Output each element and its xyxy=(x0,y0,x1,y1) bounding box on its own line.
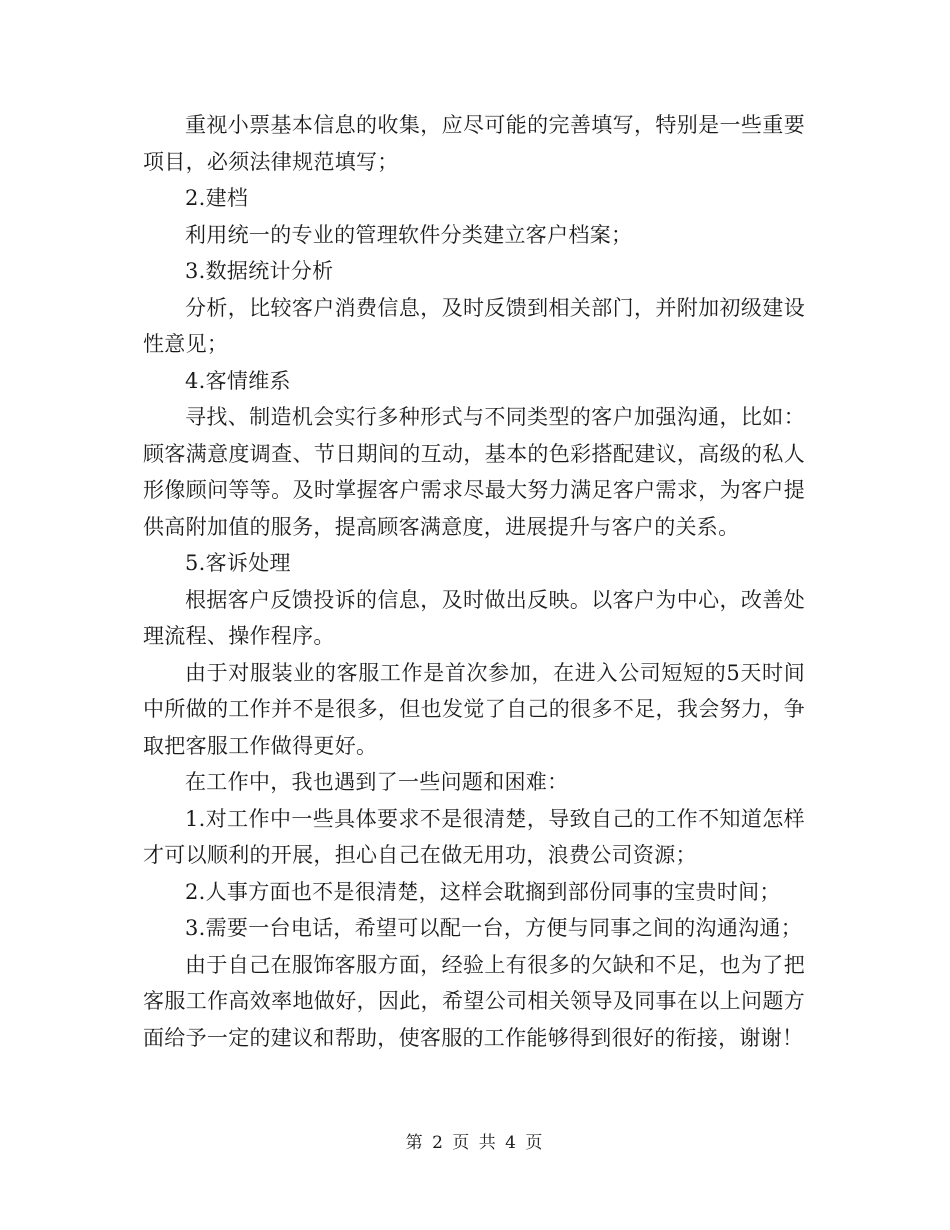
paragraph-archive: 利用统一的专业的管理软件分类建立客户档案； xyxy=(185,222,633,247)
section-heading-archive: 2.建档 xyxy=(185,186,249,210)
paragraph-receipt-info: 重视小票基本信息的收集，应尽可能的完善填写，特别是一些重要项目，必须法律规范填写； xyxy=(143,113,805,174)
section-heading-complaints: 5.客诉处理 xyxy=(185,551,291,575)
page-number-footer: 第 2 页 共 4 页 xyxy=(405,1133,545,1153)
paragraph-relationship: 寻找、制造机会实行多种形式与不同类型的客户加强沟通，比如：顾客满意度调查、节日期间的互动，基本的色彩搭配建议，高级的私人形像顾问等等。及时掌握客户需求尽最大努力满足客户需求，为客户提供高附加值的服务，提高顾客满意度，进展提升与客户的关系。 xyxy=(143,405,805,539)
list-item-problem-2: 2.人事方面也不是很清楚，这样会耽搁到部份同事的宝贵时间； xyxy=(185,879,781,904)
paragraph-summary: 由于对服装业的客服工作是首次参加，在进入公司短短的5天时间中所做的工作并不是很多，但也发觉了自己的很多不足，我会努力，争取把客服工作做得更好。 xyxy=(143,660,805,758)
paragraph-closing: 由于自己在服饰客服方面，经验上有很多的欠缺和不足，也为了把客服工作高效率地做好，因此，希望公司相关领导及同事在以上问题方面给予一定的建议和帮助，使客服的工作能够得到很好的衔接，谢谢！ xyxy=(143,952,805,1050)
list-item-problem-1: 1.对工作中一些具体要求不是很清楚，导致自己的工作不知道怎样才可以顺利的开展，担心自己在做无用功，浪费公司资源； xyxy=(143,806,805,867)
paragraph-problems-intro: 在工作中，我也遇到了一些问题和困难： xyxy=(185,770,569,794)
paragraph-statistics: 分析，比较客户消费信息，及时反馈到相关部门，并附加初级建设性意见； xyxy=(143,295,805,356)
section-heading-statistics: 3.数据统计分析 xyxy=(185,259,334,283)
section-heading-relationship: 4.客情维系 xyxy=(185,368,291,393)
list-item-problem-3: 3.需要一台电话，希望可以配一台，方便与同事之间的沟通沟通； xyxy=(185,916,803,940)
document-body xyxy=(143,107,805,1056)
paragraph-complaints: 根据客户反馈投诉的信息，及时做出反映。以客户为中心，改善处理流程、操作程序。 xyxy=(143,587,805,648)
